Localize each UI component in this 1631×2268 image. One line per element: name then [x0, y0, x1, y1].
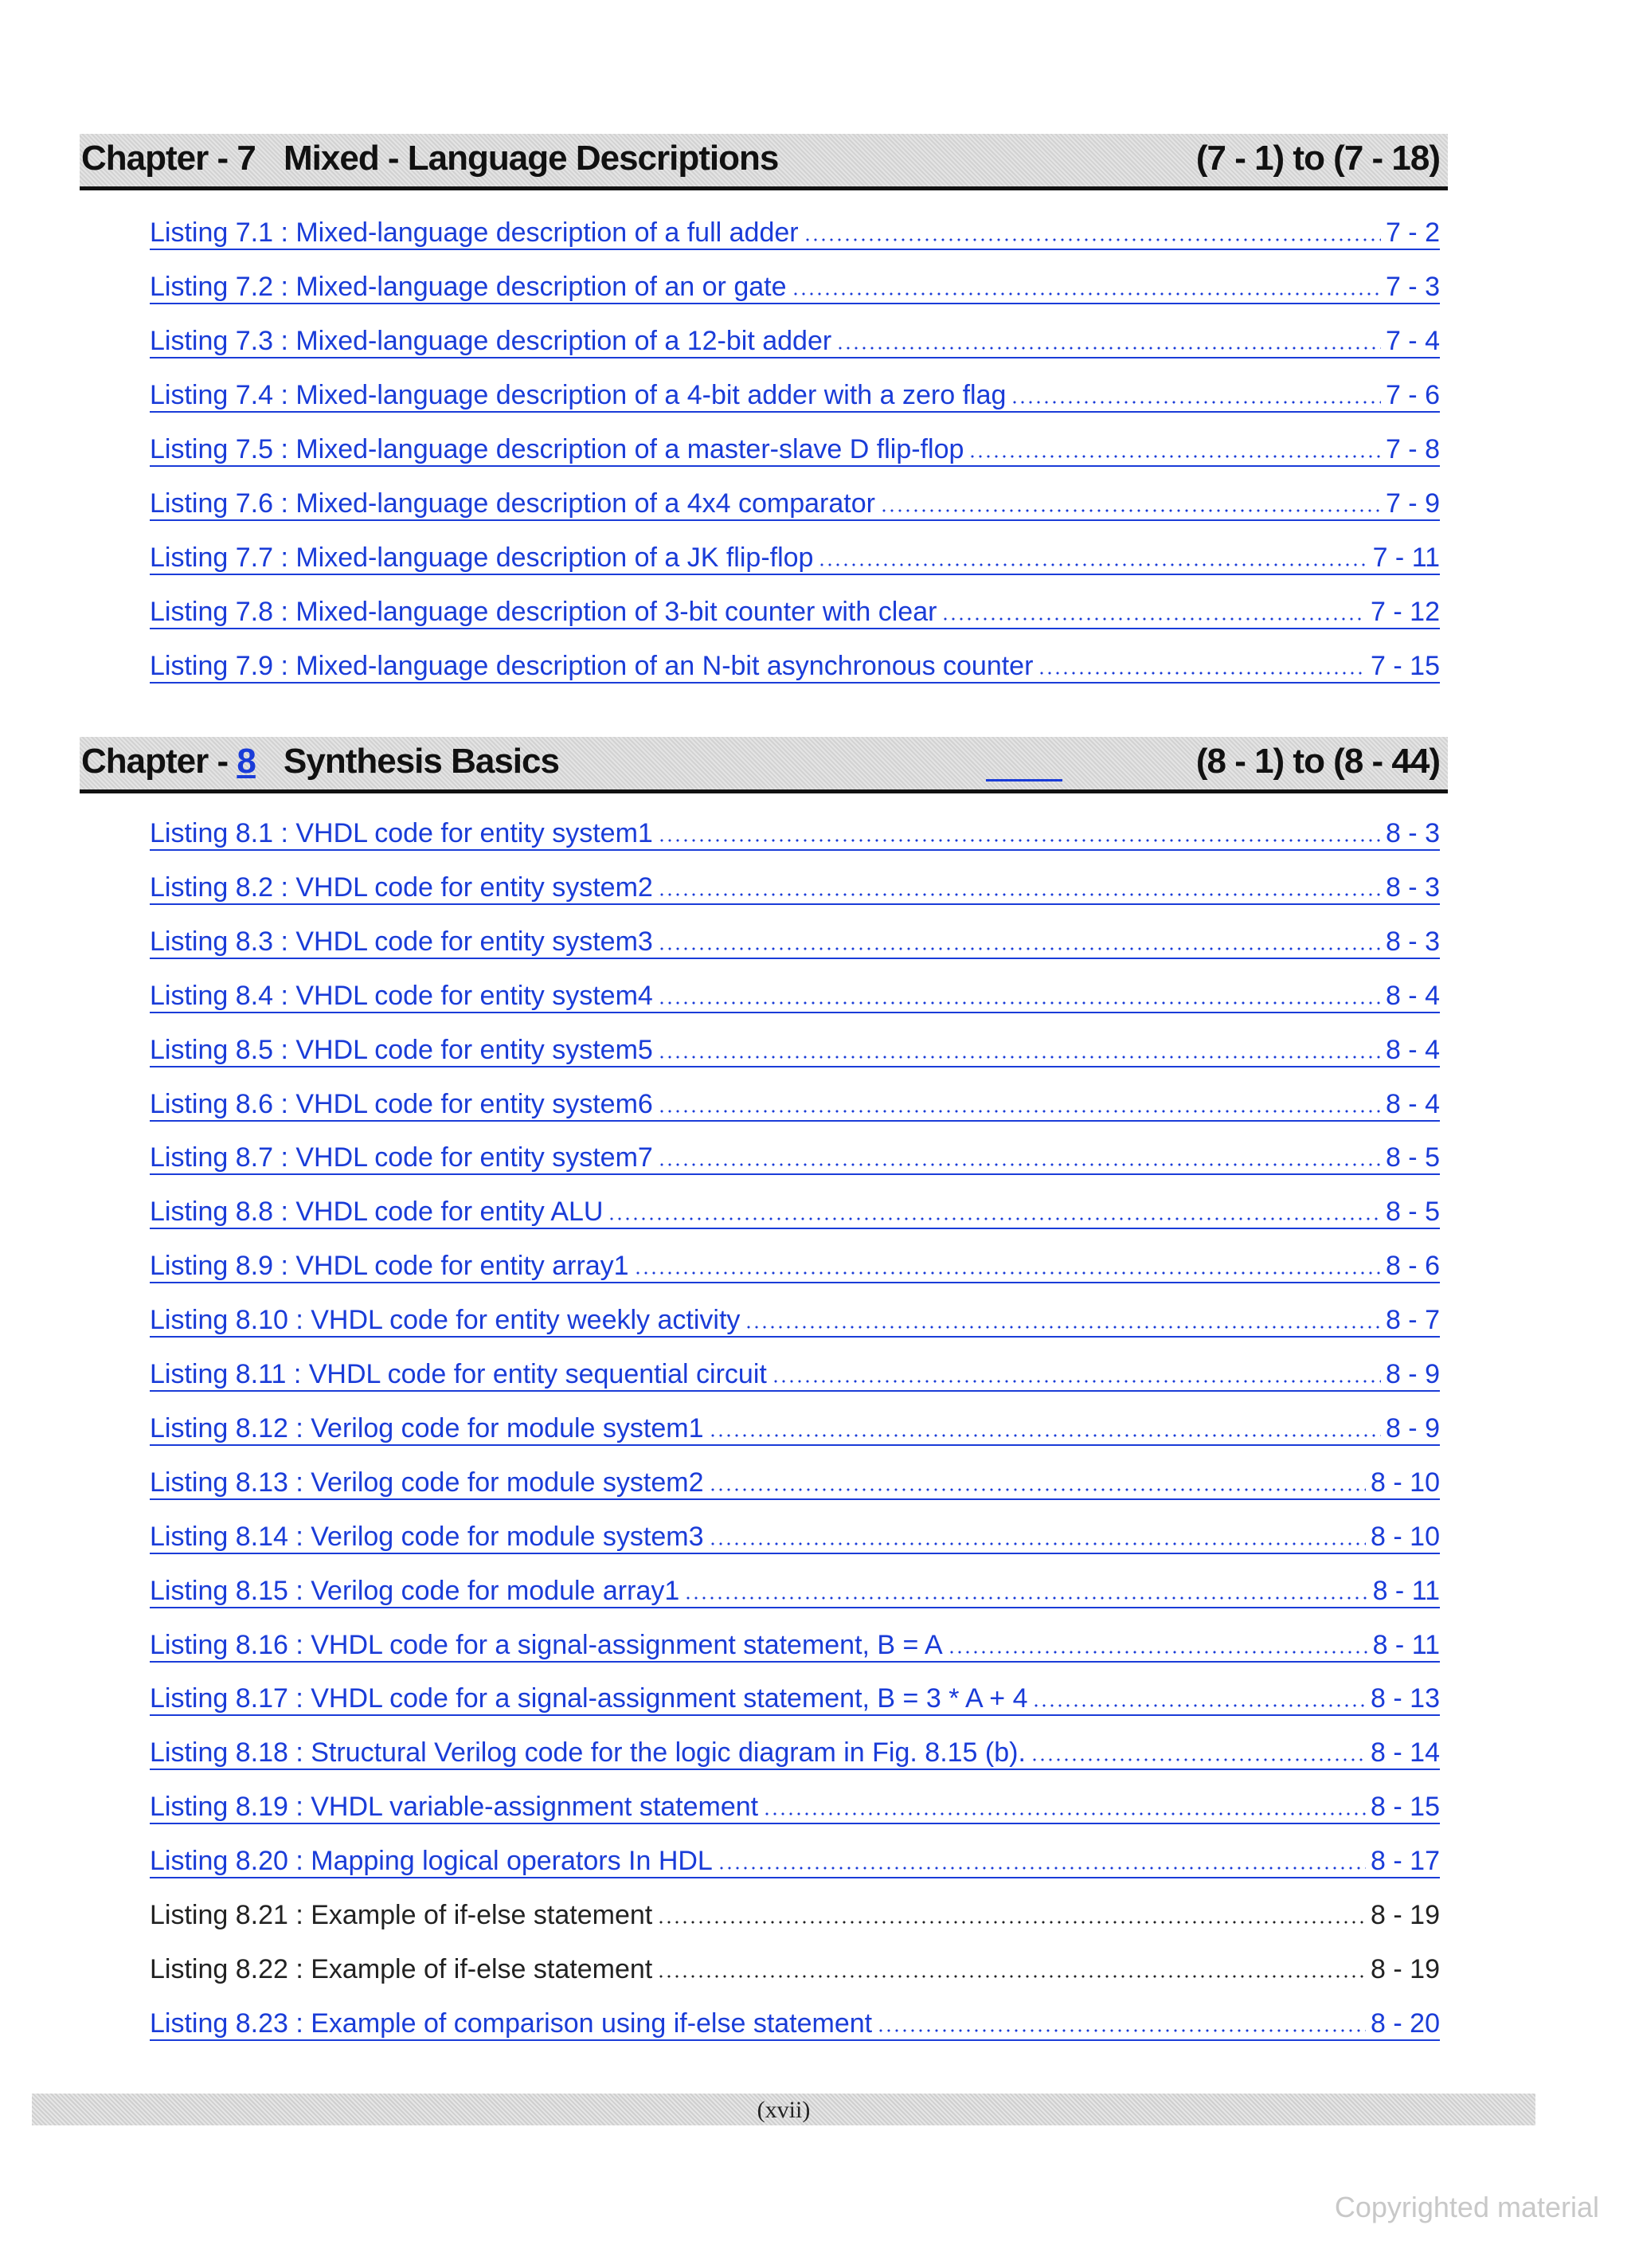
listing-page-number: 8 - 19	[1371, 1953, 1440, 1984]
dot-leader	[880, 508, 1381, 513]
listing-title: Listing 8.13 : Verilog code for module system2	[150, 1467, 704, 1498]
listing-title: Listing 7.1 : Mixed-language description of a full adder	[150, 217, 799, 248]
dot-leader	[658, 1162, 1381, 1167]
listing-title: Listing 7.4 : Mixed-language description of a 4-bit adder with a zero flag	[150, 380, 1007, 410]
listing-title: Listing 8.2 : VHDL code for entity system2	[150, 872, 653, 903]
listing-title: Listing 7.6 : Mixed-language description of a 4x4 comparator	[150, 488, 875, 519]
listing-title: Listing 8.5 : VHDL code for entity system5	[150, 1034, 653, 1065]
listing-title: Listing 8.16 : VHDL code for a signal-assignment statement, B = A	[150, 1629, 943, 1660]
dot-leader	[968, 454, 1381, 459]
listing-title: Listing 8.4 : VHDL code for entity system4	[150, 980, 653, 1011]
dot-leader	[657, 1920, 1366, 1925]
listing-title: Listing 8.14 : Verilog code for module system3	[150, 1521, 704, 1552]
dot-leader	[1032, 1703, 1366, 1708]
listing-entry[interactable]	[150, 539, 1440, 575]
listing-page-number: 8 - 10	[1371, 1467, 1440, 1498]
listing-title: Listing 8.17 : VHDL code for a signal-assignment statement, B = 3 * A + 4	[150, 1683, 1028, 1714]
dot-leader	[718, 1866, 1366, 1870]
dot-leader	[836, 346, 1381, 351]
listing-title: Listing 7.2 : Mixed-language description of an or gate	[150, 272, 787, 302]
page-number: (xvii)	[757, 2097, 811, 2123]
listing-title: Listing 8.3 : VHDL code for entity system3	[150, 926, 653, 957]
dot-leader	[1011, 400, 1381, 405]
dot-leader	[709, 1433, 1381, 1438]
listing-page-number: 7 - 15	[1371, 651, 1440, 681]
listing-title: Listing 8.18 : Structural Verilog code for the logic diagram in Fig. 8.15 (b).	[150, 1737, 1026, 1769]
listing-title: Listing 8.10 : VHDL code for entity weekly activity	[150, 1305, 741, 1336]
listing-title: Listing 7.9 : Mixed-language description of an N-bit asynchronous counter	[150, 651, 1034, 681]
listing-title: Listing 8.12 : Verilog code for module system1	[150, 1412, 704, 1443]
listing-title: Listing 8.7 : VHDL code for entity system7	[150, 1142, 653, 1173]
dot-leader	[658, 1109, 1381, 1114]
listing-entry[interactable]	[150, 484, 1440, 521]
listing-page-number: 8 - 11	[1372, 1575, 1440, 1606]
listing-entry[interactable]	[150, 1733, 1440, 1770]
dot-leader	[745, 1325, 1381, 1330]
listing-title: Listing 7.8 : Mixed-language description of 3-bit counter with clear	[150, 597, 937, 627]
chapter-8-label	[81, 742, 256, 781]
listing-page-number: 7 - 4	[1385, 326, 1440, 356]
dot-leader	[948, 1650, 1368, 1655]
dot-leader	[658, 946, 1381, 951]
dot-leader	[657, 1974, 1366, 1979]
listing-entry[interactable]	[150, 1355, 1440, 1392]
listing-title: Listing 7.3 : Mixed-language description of a 12-bit adder	[150, 326, 832, 356]
listing-entry	[150, 1896, 1440, 1931]
listing-title: Listing 8.11 : VHDL code for entity sequential circuit	[150, 1359, 767, 1389]
chapter-8-label-text: Chapter -	[81, 742, 237, 781]
listing-entry	[150, 1950, 1440, 1985]
page-footer	[32, 2094, 1535, 2125]
listing-title: Listing 8.19 : VHDL variable-assignment statement	[150, 1792, 759, 1823]
dot-leader	[804, 237, 1381, 242]
listing-entry[interactable]	[150, 1626, 1440, 1663]
dot-leader	[658, 1055, 1381, 1060]
listing-page-number: 8 - 6	[1385, 1251, 1440, 1282]
dot-leader	[658, 892, 1381, 897]
listing-title: Listing 8.23 : Example of comparison using if-else statement	[150, 2008, 873, 2039]
listing-page-number: 8 - 4	[1385, 1034, 1440, 1065]
chapter-7-range: (7 - 1) to (7 - 18)	[1195, 139, 1440, 178]
listing-page-number: 8 - 10	[1371, 1521, 1440, 1552]
listing-entry[interactable]	[150, 213, 1440, 250]
listing-title: Listing 7.7 : Mixed-language description of a JK flip-flop	[150, 543, 814, 573]
listing-entry[interactable]	[150, 430, 1440, 467]
dot-leader	[772, 1379, 1381, 1384]
dot-leader	[634, 1271, 1381, 1275]
listing-page-number: 8 - 11	[1372, 1629, 1440, 1660]
dot-leader	[877, 2028, 1366, 2033]
listing-entry[interactable]	[150, 1085, 1440, 1122]
listing-page-number: 8 - 9	[1385, 1412, 1440, 1443]
listing-page-number: 7 - 11	[1372, 543, 1440, 573]
dot-leader	[709, 1487, 1367, 1492]
listing-title: Listing 8.20 : Mapping logical operators In HDL	[150, 1846, 713, 1877]
dot-leader	[684, 1596, 1367, 1600]
listing-page-number: 8 - 4	[1385, 1088, 1440, 1119]
listing-entry[interactable]	[150, 1138, 1440, 1175]
listing-entry[interactable]	[150, 922, 1440, 959]
listing-entry[interactable]	[150, 268, 1440, 304]
listing-entry[interactable]	[150, 1409, 1440, 1446]
listing-entry[interactable]	[150, 1031, 1440, 1067]
listing-entry[interactable]	[150, 1842, 1440, 1878]
listing-page-number: 8 - 19	[1371, 1900, 1440, 1930]
listing-entry[interactable]	[150, 593, 1440, 629]
listing-page-number: 7 - 12	[1371, 597, 1440, 627]
listing-page-number: 8 - 4	[1385, 980, 1440, 1011]
listing-page-number: 7 - 6	[1385, 380, 1440, 410]
listing-page-number: 8 - 15	[1371, 1792, 1440, 1823]
listing-entry[interactable]	[150, 376, 1440, 413]
listing-page-number: 8 - 5	[1385, 1142, 1440, 1173]
listing-page-number: 8 - 20	[1371, 2008, 1440, 2039]
listing-entry[interactable]	[150, 1193, 1440, 1229]
listing-entry[interactable]	[150, 322, 1440, 358]
chapter-8-heading	[80, 737, 1448, 793]
chapter-7-title: Mixed - Language Descriptions	[284, 139, 779, 178]
chapter-8-range: (8 - 1) to (8 - 44)	[1195, 742, 1440, 781]
chapter-8-link-underline[interactable]	[986, 779, 1062, 781]
listing-page-number: 8 - 9	[1385, 1359, 1440, 1389]
dot-leader	[658, 838, 1381, 843]
dot-leader	[818, 562, 1367, 567]
listing-title: Listing 8.6 : VHDL code for entity system6	[150, 1088, 653, 1119]
listing-page-number: 8 - 3	[1385, 818, 1440, 848]
listing-page-number: 8 - 17	[1371, 1846, 1440, 1877]
listing-entry[interactable]	[150, 1301, 1440, 1338]
listing-entry[interactable]	[150, 1247, 1440, 1283]
dot-leader	[608, 1216, 1380, 1221]
dot-leader	[709, 1541, 1367, 1546]
listing-page-number: 8 - 14	[1371, 1737, 1440, 1769]
listing-page-number: 8 - 5	[1385, 1197, 1440, 1228]
chapter-8-number-link[interactable]: 8	[237, 742, 256, 781]
listing-page-number: 7 - 9	[1385, 488, 1440, 519]
listing-entry[interactable]	[150, 1679, 1440, 1716]
dot-leader	[1038, 671, 1366, 676]
listing-title: Listing 8.9 : VHDL code for entity array1	[150, 1251, 629, 1282]
listing-page-number: 8 - 13	[1371, 1683, 1440, 1714]
listing-entry[interactable]	[150, 1572, 1440, 1608]
listing-entry[interactable]	[150, 1463, 1440, 1500]
chapter-8-title: Synthesis Basics	[284, 742, 559, 781]
listing-title: Listing 8.8 : VHDL code for entity ALU	[150, 1197, 604, 1228]
dot-leader	[1031, 1757, 1366, 1762]
listing-entry[interactable]	[150, 814, 1440, 851]
listing-title: Listing 8.22 : Example of if-else statement	[150, 1953, 653, 1984]
listing-entry[interactable]	[150, 868, 1440, 905]
listing-entry[interactable]	[150, 647, 1440, 684]
listing-page-number: 8 - 7	[1385, 1305, 1440, 1336]
listing-entry[interactable]	[150, 1788, 1440, 1824]
dot-leader	[658, 1001, 1381, 1005]
listing-title: Listing 8.1 : VHDL code for entity system1	[150, 818, 653, 848]
listing-entry[interactable]	[150, 1518, 1440, 1554]
listing-page-number: 7 - 8	[1385, 434, 1440, 464]
dot-leader	[763, 1812, 1366, 1816]
listing-page-number: 8 - 3	[1385, 872, 1440, 903]
listing-title: Listing 8.21 : Example of if-else statement	[150, 1900, 653, 1930]
listing-page-number: 7 - 3	[1385, 272, 1440, 302]
listing-entry[interactable]	[150, 2004, 1440, 2041]
dot-leader	[941, 617, 1366, 621]
chapter-7-heading	[80, 134, 1448, 190]
listing-title: Listing 7.5 : Mixed-language description of a master-slave D flip-flop	[150, 434, 964, 464]
listing-entry[interactable]	[150, 977, 1440, 1013]
listing-title: Listing 8.15 : Verilog code for module array1	[150, 1575, 680, 1606]
chapter-7-label: Chapter - 7	[81, 139, 256, 178]
listing-page-number: 7 - 2	[1385, 217, 1440, 248]
copyright-watermark: Copyrighted material	[1334, 2191, 1599, 2223]
dot-leader	[792, 292, 1381, 296]
listing-page-number: 8 - 3	[1385, 926, 1440, 957]
